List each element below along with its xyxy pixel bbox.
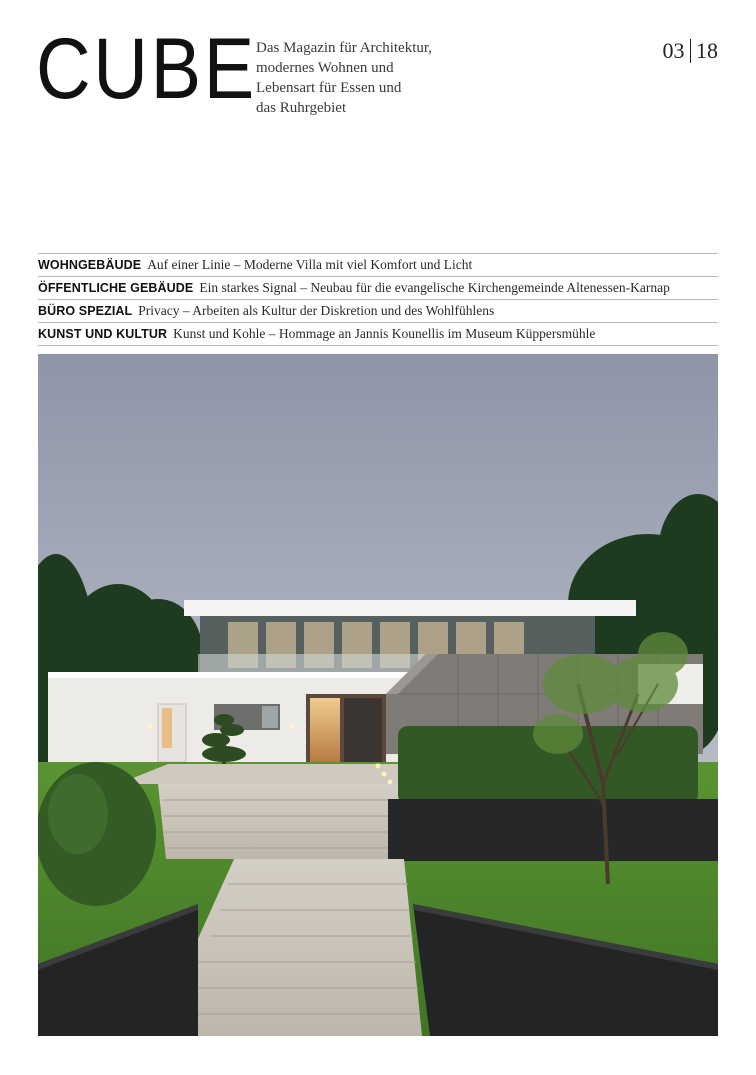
issue-year-value: 18 (696, 38, 718, 63)
cover-photo (38, 354, 718, 1036)
magazine-tagline (256, 38, 476, 118)
magazine-logo: CUBE (36, 21, 257, 117)
toc-row-kunst-und-kultur[interactable] (38, 322, 718, 346)
issue-number (663, 38, 719, 64)
issue-number-value: 03 (662, 38, 685, 63)
toc-title: Auf einer Linie – Moderne Villa mit viel Komfort und Licht (147, 257, 473, 272)
tagline-line: Lebensart für Essen und (256, 80, 402, 96)
toc-row-wohngebaeude[interactable] (38, 253, 718, 276)
terrace (118, 764, 418, 784)
toc-category: KUNST UND KULTUR (38, 327, 168, 341)
issue-divider (690, 39, 692, 63)
toc-category: ÖFFENTLICHE GEBÄUDE (38, 281, 194, 295)
toc-title: Kunst und Kohle – Hommage an Jannis Kounellis im Museum Küppersmühle (173, 326, 596, 341)
toc-title: Privacy – Arbeiten als Kultur der Diskretion und des Wohlfühlens (138, 303, 495, 318)
cover-photo-illustration (38, 354, 718, 1036)
toc-row-buero-spezial[interactable] (38, 299, 718, 322)
tagline-line: das Ruhrgebiet (256, 100, 347, 116)
toc-category: WOHNGEBÄUDE (38, 258, 142, 272)
toc-title: Ein starkes Signal – Neubau für die evangelische Kirchengemeinde Altenessen-Karnap (199, 280, 670, 295)
toc-category: BÜRO SPEZIAL (38, 304, 133, 318)
toc-row-oeffentliche-gebaeude[interactable] (38, 276, 718, 299)
tagline-line: Das Magazin für Architektur, (256, 40, 433, 56)
tagline-line: modernes Wohnen und (256, 60, 394, 76)
table-of-contents (38, 253, 718, 346)
planter-right (388, 799, 718, 861)
